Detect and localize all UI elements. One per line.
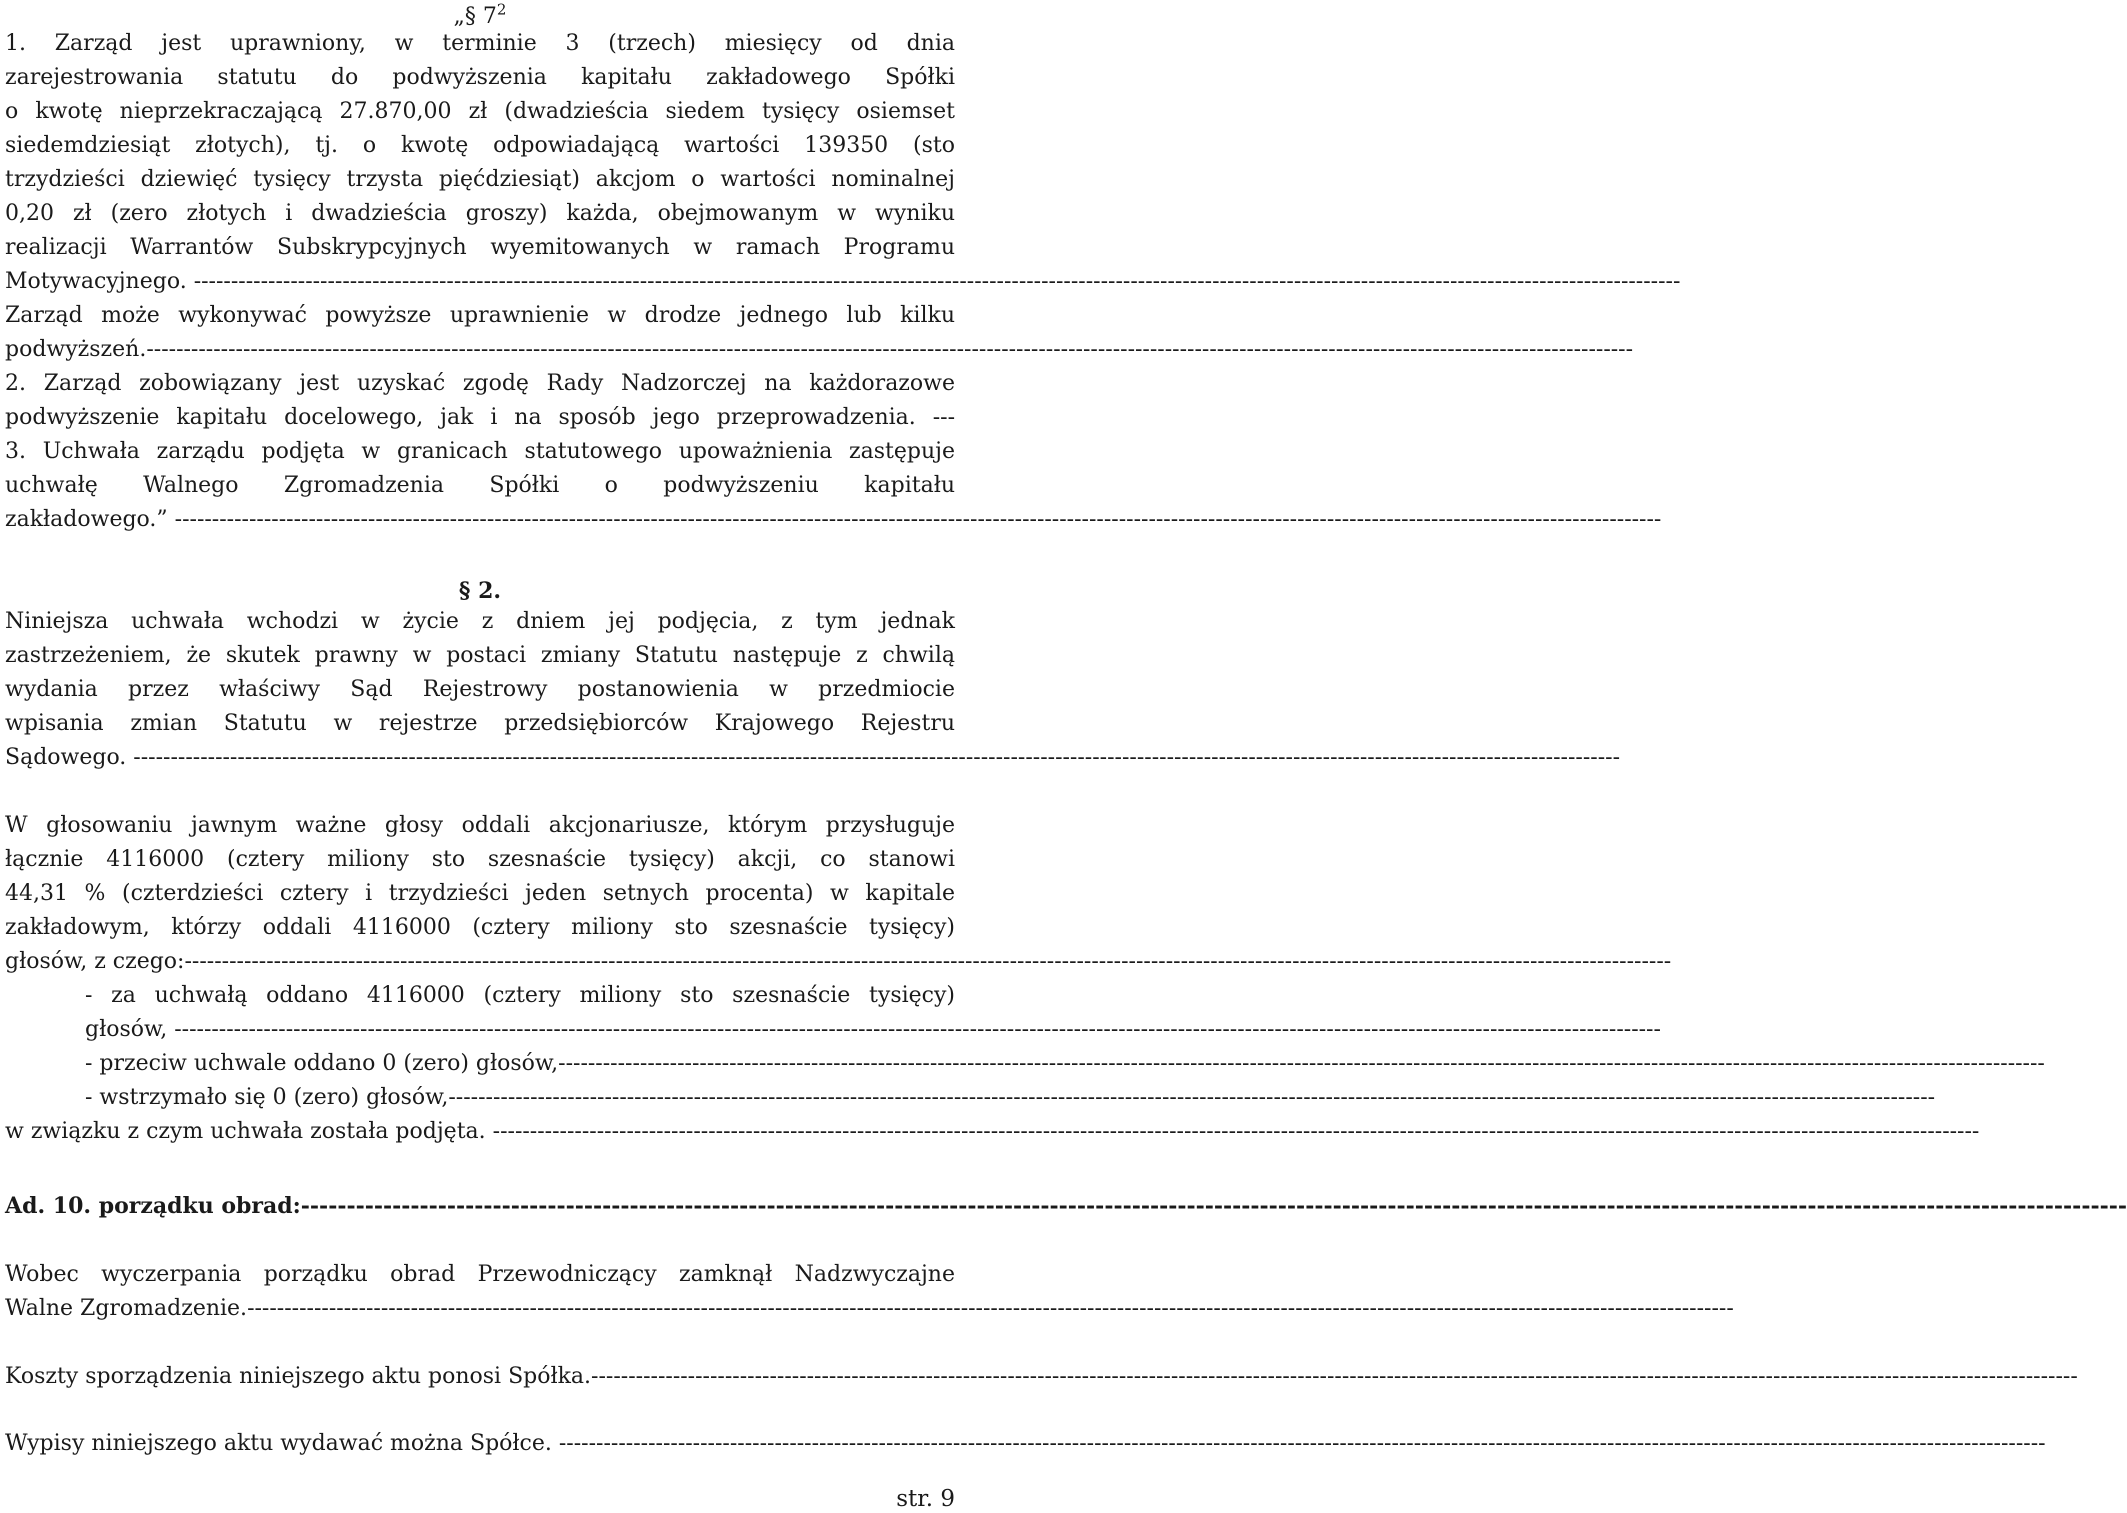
vote-line xyxy=(85,1081,1936,1115)
dash-filler: -------------------------------------------------------------------------------------------------------------------------------------------------------------------------------------------------------- xyxy=(247,1296,1734,1321)
paragraph-line xyxy=(5,1115,1980,1149)
dash-filler: -------------------------------------------------------------------------------------------------------------------------------------------------------------------------------------------------------- xyxy=(133,745,1621,770)
paragraph-line: Zarząd może wykonywać powyższe uprawnienie w drodze jednego lub kilku xyxy=(5,303,955,328)
paragraph-line: uchwałę Walnego Zgromadzenia Spółki o podwyższeniu kapitału xyxy=(5,473,955,498)
paragraph-line: Niniejsza uchwała wchodzi w życie z dniem jej podjęcia, z tym jednak xyxy=(5,609,955,634)
dash-filler: -------------------------------------------------------------------------------------------------------------------------------------------------------------------------------------------------------- xyxy=(591,1364,2078,1389)
line-text: Sądowego. xyxy=(5,745,134,770)
dash-filler: -------------------------------------------------------------------------------------------------------------------------------------------------------------------------------------------------------- xyxy=(184,949,1672,974)
line-text: Koszty sporządzenia niniejszego aktu ponosi Spółka. xyxy=(5,1364,592,1389)
dash-filler: -------------------------------------------------------------------------------------------------------------------------------------------------------------------------------------------------------- xyxy=(558,1431,2046,1456)
paragraph-line: W głosowaniu jawnym ważne głosy oddali akcjonariusze, którym przysługuje xyxy=(5,813,955,838)
dash-filler: -------------------------------------------------------------------------------------------------------------------------------------------------------------------------------------------------------- xyxy=(174,1017,1661,1042)
line-text: Ad. 10. porządku obrad: xyxy=(5,1193,301,1219)
paragraph-line xyxy=(5,333,1634,367)
dash-filler: -------------------------------------------------------------------------------------------------------------------------------------------------------------------------------------------------------- xyxy=(448,1085,1936,1110)
paragraph-line: zakładowym, którzy oddali 4116000 (cztery miliony sto szesnaście tysięcy) xyxy=(5,915,955,940)
paragraph-line: Wobec wyczerpania porządku obrad Przewodniczący zamknął Nadzwyczajne xyxy=(5,1262,955,1287)
dash-filler: -------------------------------------------------------------------------------------------------------------------------------------------------------------------------------------------------------- xyxy=(146,337,1634,362)
paragraph-line: podwyższenie kapitału docelowego, jak i na sposób jego przeprowadzenia. --- xyxy=(5,405,955,430)
section-heading: § 2. xyxy=(458,578,502,604)
page-number: str. 9 xyxy=(896,1486,955,1512)
dash-filler: -------------------------------------------------------------------------------------------------------------------------------------------------------------------------------------------------------- xyxy=(492,1119,1980,1144)
vote-line xyxy=(85,1013,1661,1047)
line-text: zakładowego.” xyxy=(5,507,175,532)
paragraph-line: 44,31 % (czterdzieści cztery i trzydzieści jeden setnych procenta) w kapitale xyxy=(5,881,955,906)
line-text: głosów, z czego: xyxy=(5,949,185,974)
line-text: Wypisy niniejszego aktu wydawać można Spółce. xyxy=(5,1431,559,1456)
paragraph-line: 0,20 zł (zero złotych i dwadzieścia groszy) każda, obejmowanym w wyniku xyxy=(5,201,955,226)
line-text: Walne Zgromadzenie. xyxy=(5,1296,248,1321)
line-text: - przeciw uchwale oddano 0 (zero) głosów, xyxy=(85,1051,559,1076)
paragraph-line xyxy=(5,1427,2046,1461)
dash-filler: -------------------------------------------------------------------------------------------------------------------------------------------------------------------------------------------------------- xyxy=(558,1051,2045,1076)
paragraph-line: zastrzeżeniem, że skutek prawny w postaci zmiany Statutu następuje z chwilą xyxy=(5,643,955,668)
agenda-item-heading xyxy=(5,1189,2127,1223)
section-superscript: 2 xyxy=(496,0,507,19)
paragraph-line xyxy=(5,265,1681,299)
paragraph-line xyxy=(5,945,1672,979)
paragraph-line xyxy=(5,741,1621,775)
paragraph-line: o kwotę nieprzekraczającą 27.870,00 zł (dwadzieścia siedem tysięcy osiemset xyxy=(5,99,955,124)
paragraph-line: zarejestrowania statutu do podwyższenia kapitału zakładowego Spółki xyxy=(5,65,955,90)
line-text: w związku z czym uchwała została podjęta. xyxy=(5,1119,493,1144)
paragraph-line: realizacji Warrantów Subskrypcyjnych wyemitowanych w ramach Programu xyxy=(5,235,955,260)
dash-filler: -------------------------------------------------------------------------------------------------------------------------------------------------------------------------------------------------------- xyxy=(193,269,1681,294)
paragraph-line xyxy=(5,1292,1734,1326)
paragraph-line: łącznie 4116000 (cztery miliony sto szesnaście tysięcy) akcji, co stanowi xyxy=(5,847,955,872)
paragraph-line: trzydzieści dziewięć tysięcy trzysta pięćdziesiąt) akcjom o wartości nominalnej xyxy=(5,167,955,192)
paragraph-line xyxy=(5,1360,2078,1394)
dash-filler: -------------------------------------------------------------------------------------------------------------------------------------------------------------------------------------------------------- xyxy=(300,1193,2127,1219)
paragraph-line: wydania przez właściwy Sąd Rejestrowy postanowienia w przedmiocie xyxy=(5,677,955,702)
line-text: głosów, xyxy=(85,1017,175,1042)
paragraph-line: wpisania zmian Statutu w rejestrze przedsiębiorców Krajowego Rejestru xyxy=(5,711,955,736)
vote-line xyxy=(85,1047,2045,1081)
line-text: Motywacyjnego. xyxy=(5,269,194,294)
paragraph-line xyxy=(5,503,1662,537)
section-number: „§ 7 xyxy=(453,4,497,29)
line-text: podwyższeń. xyxy=(5,337,147,362)
vote-line: - za uchwałą oddano 4116000 (cztery miliony sto szesnaście tysięcy) xyxy=(85,983,955,1008)
paragraph-line: 1. Zarząd jest uprawniony, w terminie 3 (trzech) miesięcy od dnia xyxy=(5,31,955,56)
paragraph-line: 3. Uchwała zarządu podjęta w granicach statutowego upoważnienia zastępuje xyxy=(5,439,955,464)
paragraph-line: 2. Zarząd zobowiązany jest uzyskać zgodę Rady Nadzorczej na każdorazowe xyxy=(5,371,955,396)
line-text: - wstrzymało się 0 (zero) głosów, xyxy=(85,1085,449,1110)
paragraph-line: siedemdziesiąt złotych), tj. o kwotę odpowiadającą wartości 139350 (sto xyxy=(5,133,955,158)
dash-filler: -------------------------------------------------------------------------------------------------------------------------------------------------------------------------------------------------------- xyxy=(174,507,1662,532)
